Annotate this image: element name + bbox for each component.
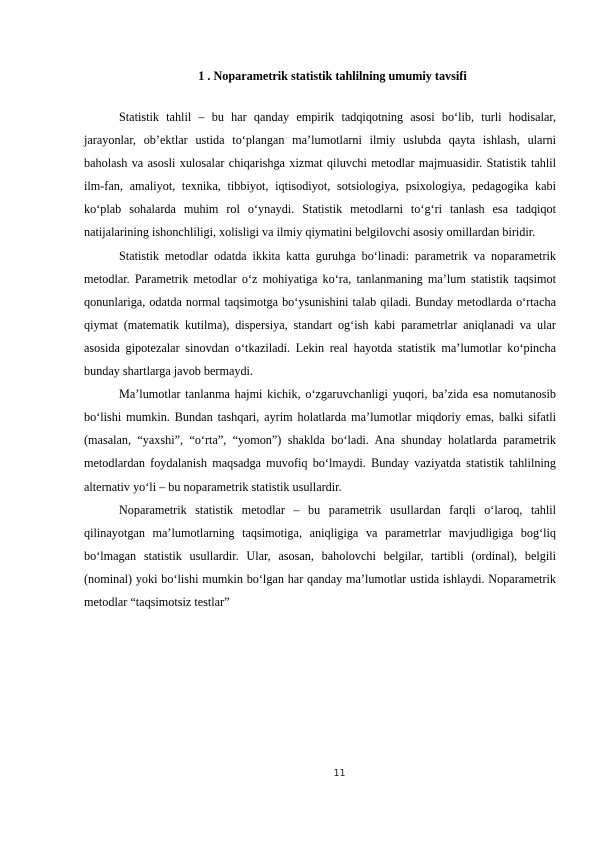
- page-number: 11: [333, 768, 346, 779]
- body-text: [84, 106, 556, 614]
- paragraph-statistical-analysis: Statistik tahlil – bu har qanday empirik tadqiqotning asosi bo‘lib, turli hodisalar, jarayonlar, ob’ektlar ustida to‘plangan ma’lumotlarni ilmiy uslubda qayta ishlash, ularni baholash va asosli xulosalar chiqarishga xizmat qiluvchi metodlar majmuasidir. Statistik tahlil ilm-fan, amaliyot, texnika, tibbiyot, iqtisodiyot, sotsiologiya, psixologiya, pedagogika kabi ko‘plab sohalarda muhim rol o‘ynaydi. Statistik metodlarni to‘g‘ri tanlash esa tadqiqot natijalarining ishonchliligi, xolisligi va ilmiy qiymatini belgilovchi asosiy omillardan biridir.: [84, 110, 556, 240]
- paragraph-parametric-methods: Statistik metodlar odatda ikkita katta guruhga bo‘linadi: parametrik va noparametrik metodlar. Parametrik metodlar o‘z mohiyatiga ko‘ra, tanlanmaning ma’lum statistik taqsimot qonunlariga, odatda normal taqsimotga bo‘ysunishini talab qiladi. Bunday metodlarda o‘rtacha qiymat (matematik kutilma), dispersiya, standart og‘ish kabi parametrlar aniqlanadi va ular asosida gipotezalar sinovdan o‘tkaziladi. Lekin real hayotda statistik ma’lumotlar ko‘pincha bunday shartlarga javob bermaydi.: [84, 248, 556, 379]
- paragraph-nonparametric-methods: Noparametrik statistik metodlar – bu parametrik usullardan farqli o‘laroq, tahlil qilinayotgan ma’lumotlarning taqsimotiga, aniqligiga va parametrlar mavjudligiga bog‘liq bo‘lmagan statistik usullardir. Ular, asosan, baholovchi belgilar, tartibli (ordinal), belgili (nominal) yoki bo‘lishi mumkin bo‘lgan har qanday ma’lumotlar ustida ishlaydi. Noparametrik metodlar “taqsimotsiz testlar”: [84, 502, 556, 609]
- paragraph-data-limitations: Ma’lumotlar tanlanma hajmi kichik, o‘zgaruvchanligi yuqori, ba’zida esa nomutanosib bo‘lishi mumkin. Bundan tashqari, ayrim holatlarda ma’lumotlar miqdoriy emas, balki sifatli (masalan, “yaxshi”, “o‘rta”, “yomon”) shaklda bo‘ladi. Ana shunday holatlarda parametrik metodlardan foydalanish maqsadga muvofiq bo‘lmaydi. Bunday vaziyatda statistik tahlilning alternativ yo‘li – bu noparametrik statistik usullardir.: [84, 387, 556, 494]
- section-heading: 1 . Noparametrik statistik tahlilning umumiy tavsifi: [198, 69, 467, 83]
